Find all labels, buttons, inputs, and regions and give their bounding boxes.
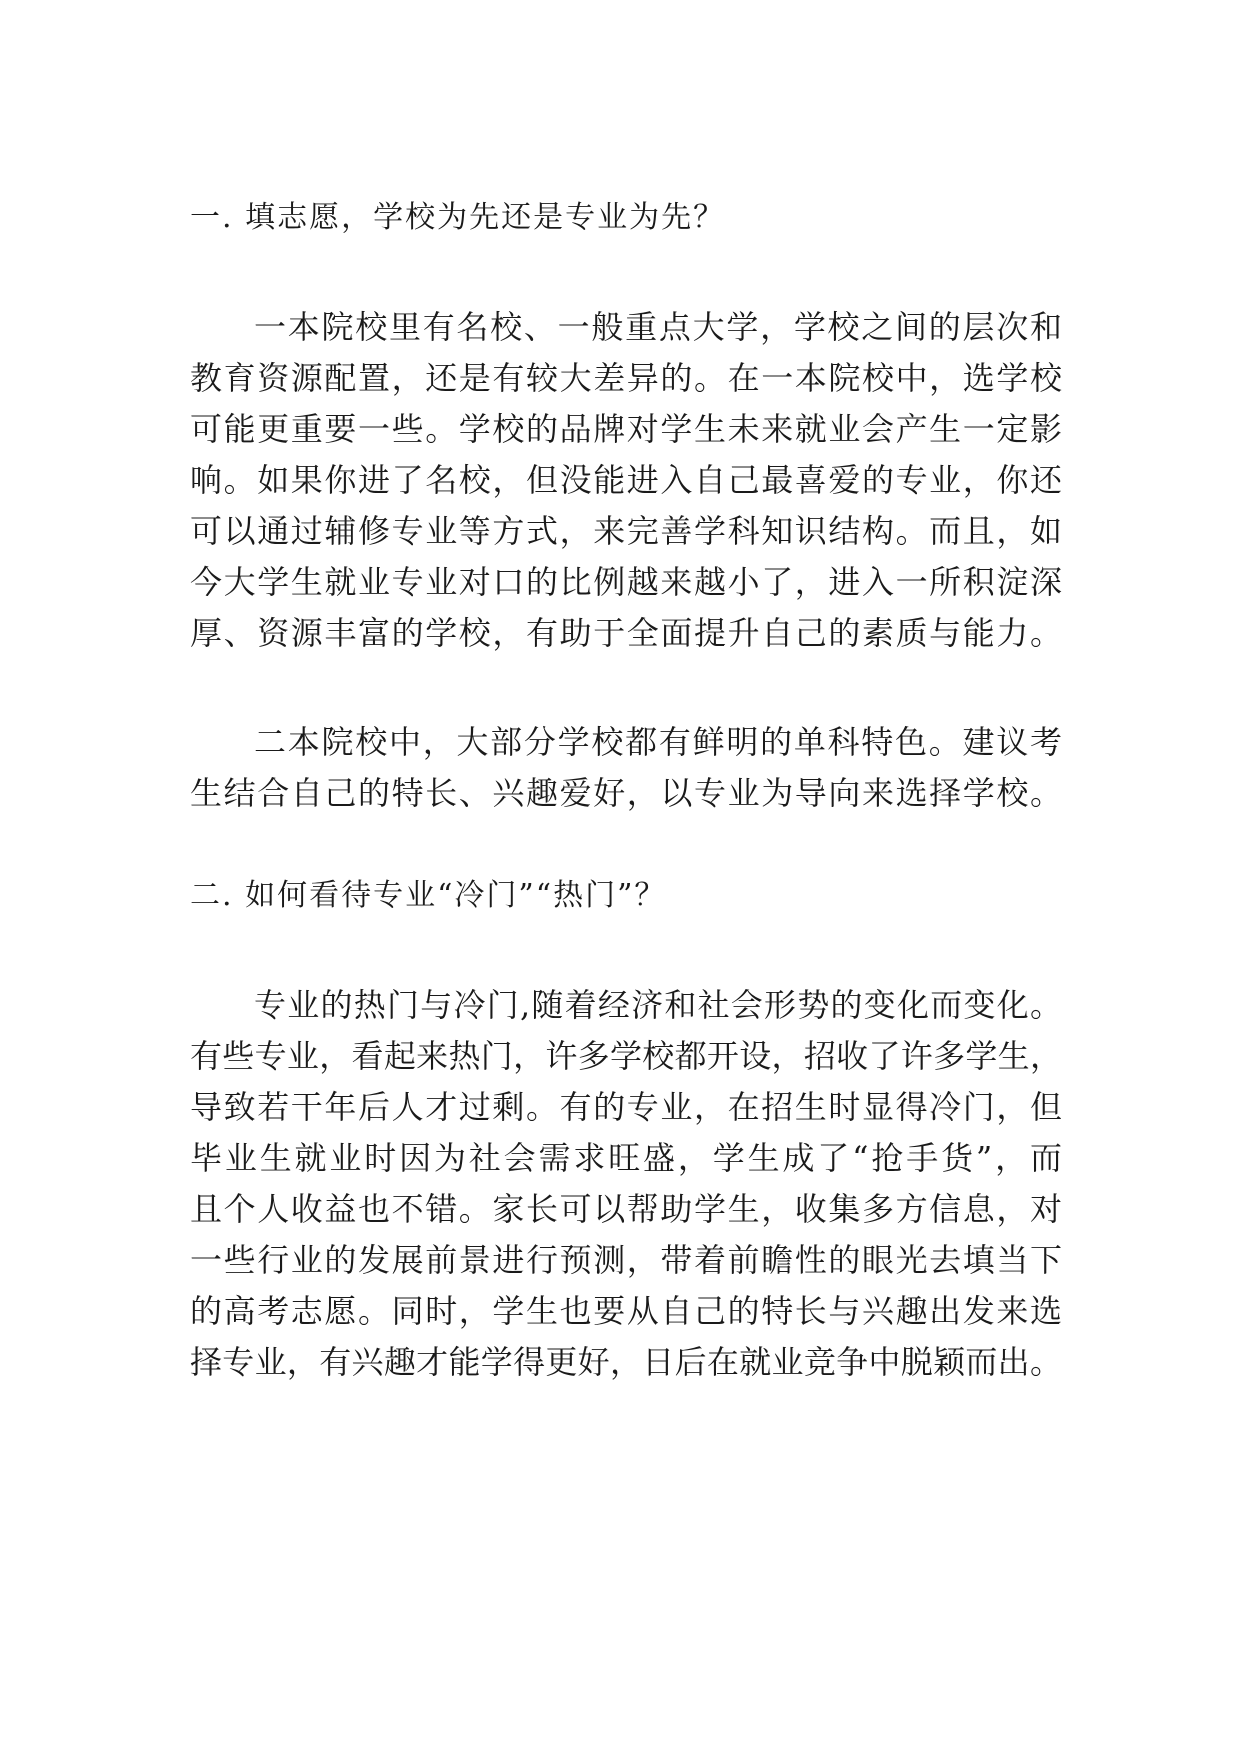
section1-p1-line7: 厚、资源丰富的学校，有助于全面提升自己的素质与能力。 bbox=[190, 614, 1062, 652]
section1-p1-line1: 一本院校里有名校、一般重点大学，学校之间的层次和 bbox=[254, 308, 1062, 346]
section1-p2-line1: 二本院校中，大部分学校都有鲜明的单科特色。建议考 bbox=[254, 723, 1062, 761]
section1-p1-line5: 可以通过辅修专业等方式，来完善学科知识结构。而且，如 bbox=[190, 512, 1062, 550]
section2-p1-line1: 专业的热门与冷门,随着经济和社会形势的变化而变化。 bbox=[254, 986, 1062, 1024]
section2-p1-line5: 且个人收益也不错。家长可以帮助学生，收集多方信息，对 bbox=[190, 1190, 1062, 1228]
section1-heading: 一. 填志愿，学校为先还是专业为先？ bbox=[190, 200, 726, 235]
section1-p1-line2: 教育资源配置，还是有较大差异的。在一本院校中，选学校 bbox=[190, 359, 1062, 397]
section2-p1-line8: 择专业，有兴趣才能学得更好，日后在就业竞争中脱颖而出。 bbox=[190, 1343, 1062, 1381]
section2-heading: 二. 如何看待专业“冷门”“热门”？ bbox=[190, 878, 667, 913]
section2-p1-line6: 一些行业的发展前景进行预测，带着前瞻性的眼光去填当下 bbox=[190, 1241, 1062, 1279]
section2-p1-line2: 有些专业，看起来热门，许多学校都开设，招收了许多学生， bbox=[190, 1037, 1062, 1075]
section2-p1-line3: 导致若干年后人才过剩。有的专业，在招生时显得冷门，但 bbox=[190, 1088, 1062, 1126]
document-page bbox=[190, 0, 1062, 1754]
section1-p1-line6: 今大学生就业专业对口的比例越来越小了，进入一所积淀深 bbox=[190, 563, 1062, 601]
section2-p1-line4: 毕业生就业时因为社会需求旺盛，学生成了“抢手货”，而 bbox=[190, 1139, 1062, 1177]
section2-p1-line7: 的高考志愿。同时，学生也要从自己的特长与兴趣出发来选 bbox=[190, 1292, 1062, 1330]
section1-p2-line2: 生结合自己的特长、兴趣爱好，以专业为导向来选择学校。 bbox=[190, 774, 1062, 812]
section1-p1-line3: 可能更重要一些。学校的品牌对学生未来就业会产生一定影 bbox=[190, 410, 1062, 448]
section1-p1-line4: 响。如果你进了名校，但没能进入自己最喜爱的专业，你还 bbox=[190, 461, 1062, 499]
